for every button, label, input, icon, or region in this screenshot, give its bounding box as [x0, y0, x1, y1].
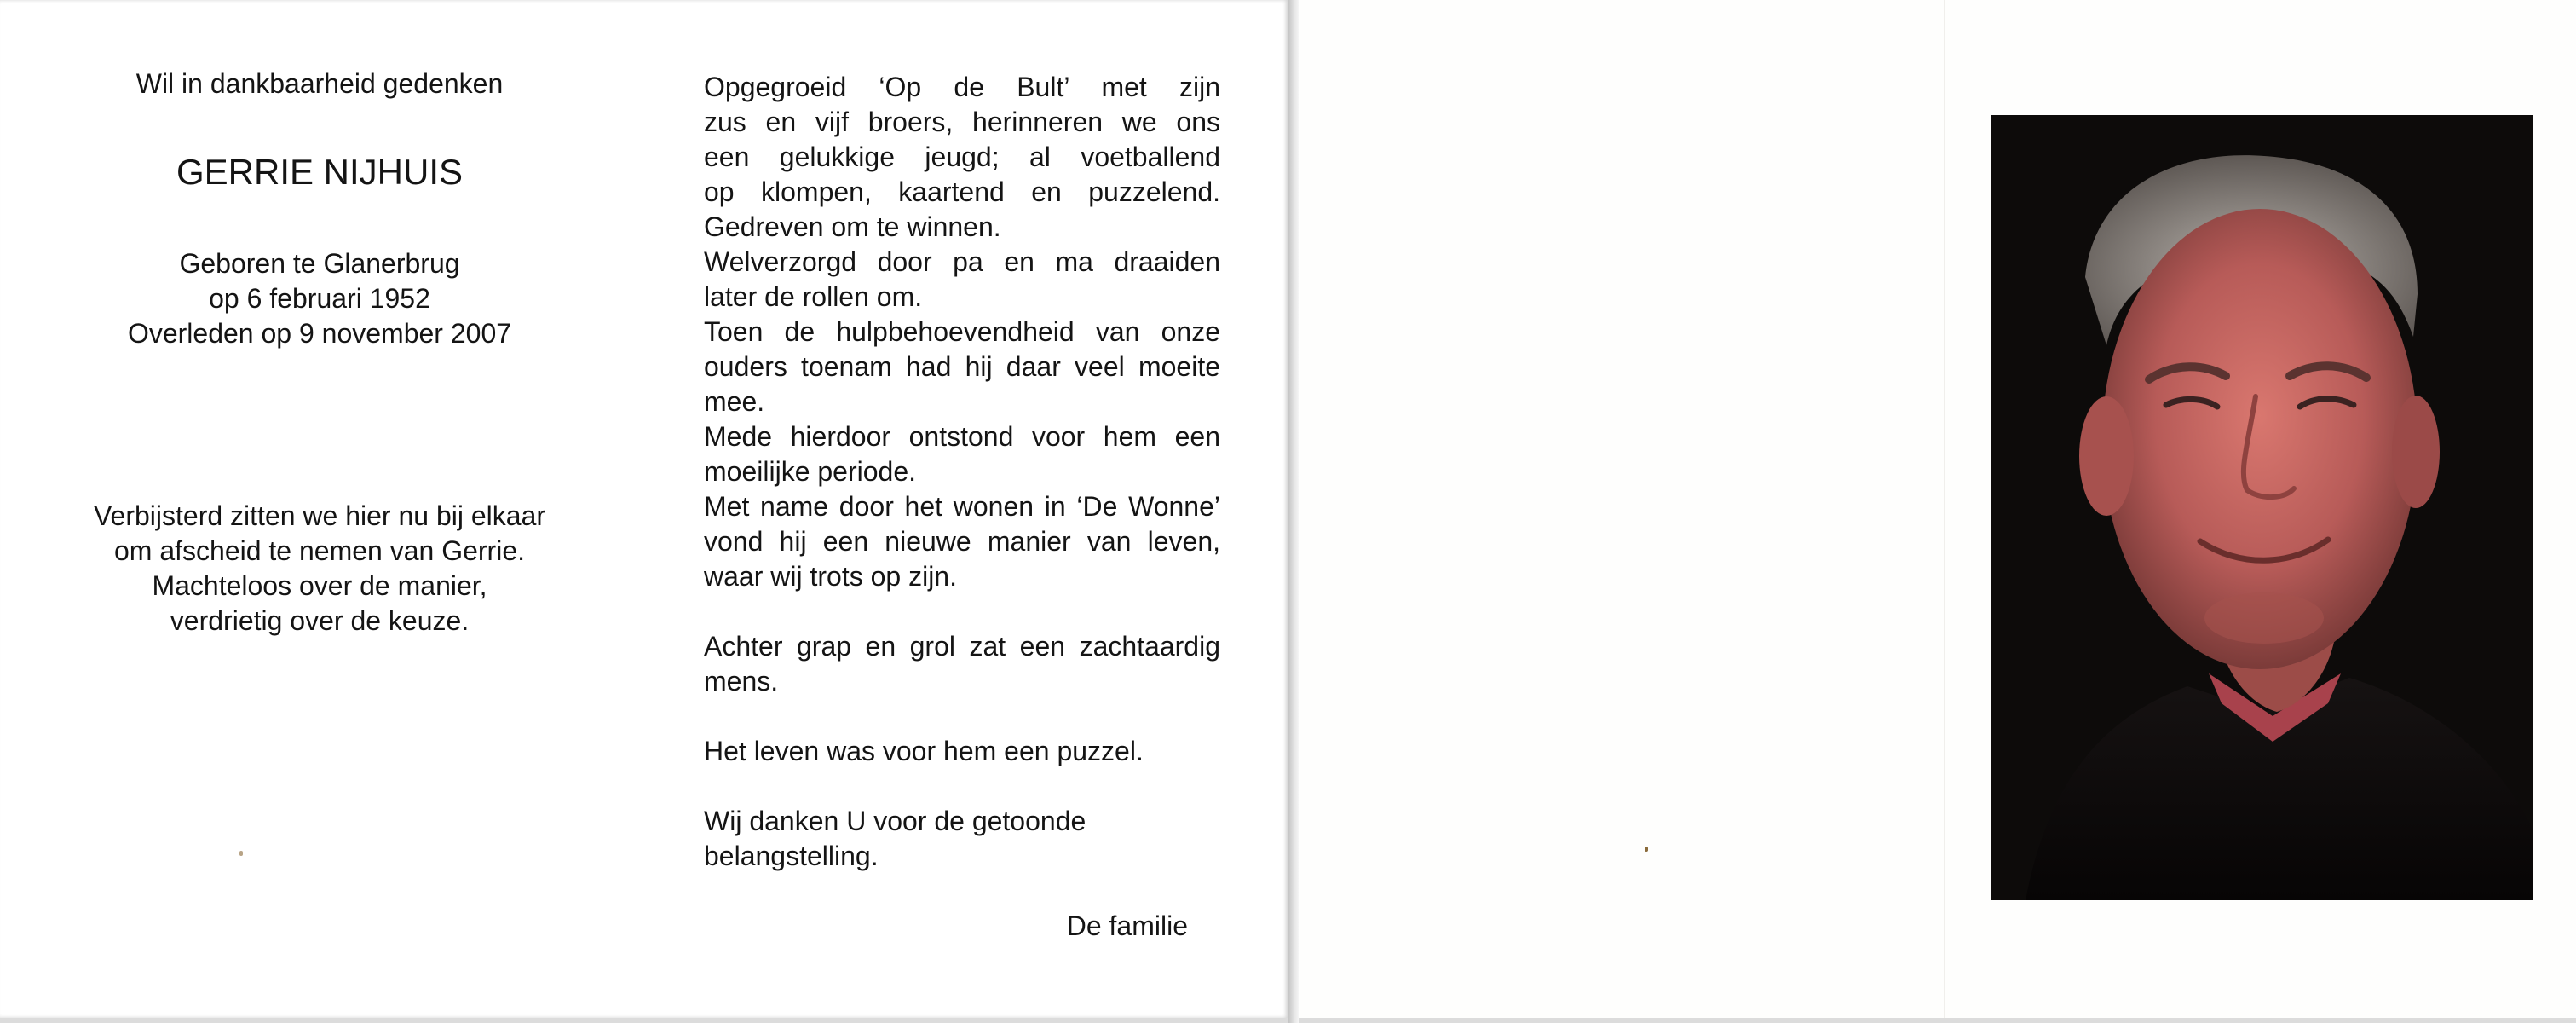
paper-speck	[239, 851, 243, 856]
card-fold-line	[1944, 0, 1945, 1018]
birth-place: Geboren te Glanerbrug	[179, 248, 460, 279]
text-line: mens.	[704, 666, 779, 696]
verse-line: Verbijsterd zitten we hier nu bij elkaar	[93, 500, 546, 531]
text-line: op klompen, kaartend en puzzelend.	[704, 176, 1220, 207]
verse	[51, 499, 588, 639]
life-dates	[51, 246, 588, 351]
card-gap	[1288, 0, 1299, 1023]
verse-line: om afscheid te nemen van Gerrie.	[113, 535, 525, 566]
puzzle-paragraph	[704, 734, 1220, 769]
character-paragraph	[704, 629, 1220, 699]
paper-speck	[1645, 847, 1648, 852]
death-date: Overleden op 9 november 2007	[127, 318, 512, 349]
memorial-text-column	[704, 70, 1220, 944]
text-line: een gelukkige jeugd; al voetballend	[704, 142, 1220, 172]
thanks-paragraph	[704, 804, 1220, 874]
text-line: mee.	[704, 386, 765, 417]
family-signoff: De familie	[1066, 910, 1188, 941]
text-line: Toen de hulpbehoevendheid van onze	[704, 316, 1220, 347]
text-line: Wij danken U voor de getoonde	[704, 806, 1086, 836]
verse-line: verdrietig over de keuze.	[170, 605, 470, 636]
text-line: Achter grap en grol zat een zachtaardig	[704, 631, 1220, 662]
text-line: waar wij trots op zijn.	[704, 561, 957, 592]
memorial-left-column	[51, 66, 588, 639]
deceased-name: GERRIE NIJHUIS	[176, 152, 464, 192]
verse-line: Machteloos over de manier,	[152, 570, 487, 601]
life-story-paragraph	[704, 70, 1220, 594]
text-line: Opgegroeid ‘Op de Bult’ met zijn	[704, 72, 1220, 102]
text-line: Gedreven om te winnen.	[704, 211, 1001, 242]
text-line: belangstelling.	[704, 841, 879, 871]
text-line: zus en vijf broers, herinneren we ons	[704, 107, 1220, 137]
portrait-image	[1991, 115, 2533, 900]
text-line: Het leven was voor hem een puzzel.	[704, 736, 1144, 766]
text-line: vond hij een nieuwe manier van leven,	[704, 526, 1220, 557]
text-line: moeilijke periode.	[704, 456, 917, 487]
birth-date: op 6 februari 1952	[209, 283, 430, 314]
portrait-photo	[1991, 115, 2533, 900]
text-line: Welverzorgd door pa en ma draaiden	[704, 246, 1220, 277]
text-line: ouders toenam had hij daar veel moeite	[704, 351, 1220, 382]
intro-line: Wil in dankbaarheid gedenken	[135, 68, 504, 99]
text-line: Mede hierdoor ontstond voor hem een	[704, 421, 1220, 452]
card-inner-spread	[0, 0, 1288, 1018]
text-line: Met name door het wonen in ‘De Wonne’	[704, 491, 1220, 522]
text-line: later de rollen om.	[704, 281, 923, 312]
